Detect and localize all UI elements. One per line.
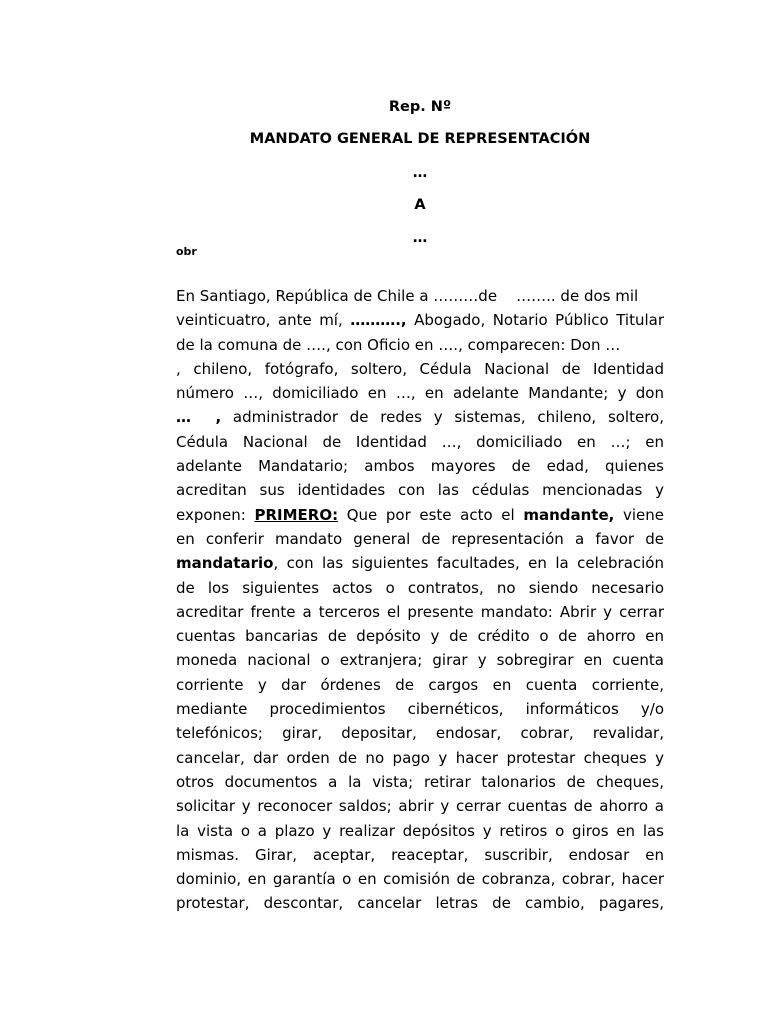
- body-text-run: cuentas bancarias de depósito y de crédito o de ahorro en: [176, 627, 664, 646]
- body-line: [176, 308, 664, 332]
- body-text-run: moneda nacional o extranjera; girar y sobregirar en cuenta: [176, 651, 664, 670]
- body-text-run: Cédula Nacional de Identidad …, domiciliado en …; en: [176, 432, 664, 451]
- body-text-run: número …, domiciliado en …, en adelante Mandante; y don: [176, 384, 664, 403]
- body-text-run: corriente y dar órdenes de cargos en cuenta corriente,: [176, 675, 664, 694]
- body-text-run: otros documentos a la vista; retirar talonarios de cheques,: [176, 772, 664, 791]
- body-text-run: , con las siguientes facultades, en la celebración: [273, 554, 664, 573]
- body-line: [176, 478, 664, 502]
- body-text-run: de los siguientes actos o contratos, no siendo necesario: [176, 578, 664, 597]
- body-line: [176, 357, 664, 381]
- body-text-run: mediante procedimientos cibernéticos, informáticos y/o: [176, 700, 664, 719]
- body-text-run: la vista o a plazo y realizar depósitos y retiros o giros en las: [176, 821, 664, 840]
- rep-number: Rep. Nº: [388, 99, 452, 115]
- body-text-run: administrador de redes y sistemas, chileno, soltero,: [221, 408, 664, 427]
- body-text-run: exponen:: [176, 505, 255, 524]
- body-text-run: mismas. Girar, aceptar, reaceptar, suscribir, endosar en: [176, 845, 664, 864]
- body-line: [176, 843, 664, 867]
- body-line: [176, 430, 664, 454]
- body-line: [176, 794, 664, 818]
- body-text-run: de la comuna de …., con Oficio en …., comparecen: Don …: [176, 335, 621, 354]
- body-line: [176, 770, 664, 794]
- body-line: [176, 697, 664, 721]
- body-text-run: protestar, descontar, cancelar letras de cambio, pagares,: [176, 894, 664, 913]
- body-text-run: viene: [614, 505, 664, 524]
- body-text-run: Que por este acto el: [338, 505, 524, 524]
- bold-text-run: ……….,: [350, 311, 407, 330]
- body-line: [176, 333, 664, 357]
- body-line: [176, 405, 664, 429]
- body-line: [176, 721, 664, 745]
- body-text-run: En Santiago, República de Chile a ………de …….. de dos mil: [176, 287, 639, 305]
- body-line: [176, 624, 664, 648]
- body-line: [176, 576, 664, 600]
- body-text-run: telefónicos; girar, depositar, endosar, cobrar, revalidar,: [176, 724, 664, 743]
- bold-text-run: mandante,: [523, 505, 615, 524]
- body-line: [176, 891, 664, 915]
- party-one-placeholder: …: [412, 165, 428, 181]
- body-text-run: , chileno, fotógrafo, soltero, Cédula Nacional de Identidad: [176, 359, 664, 378]
- party-two-placeholder: …: [412, 230, 428, 246]
- body-line: [176, 284, 664, 308]
- body-text-run: acreditar frente a terceros el presente mandato: Abrir y cerrar: [176, 602, 664, 621]
- body-line: [176, 673, 664, 697]
- body-line: [176, 503, 664, 527]
- body-line: [176, 600, 664, 624]
- body-line: [176, 819, 664, 843]
- body-text-run: Abogado, Notario Público Titular: [406, 311, 664, 330]
- body-line: [176, 527, 664, 551]
- body-text-run: en conferir mandato general de representación a favor de: [176, 529, 664, 548]
- obr-note: obr: [176, 245, 197, 258]
- body-line: [176, 867, 664, 891]
- body-text-run: acreditan sus identidades con las cédulas mencionadas y: [176, 481, 664, 500]
- bold-text-run: mandatario: [176, 554, 274, 573]
- document-title: MANDATO GENERAL DE REPRESENTACIÓN: [249, 131, 591, 147]
- body-text-run: solicitar y reconocer saldos; abrir y cerrar cuentas de ahorro a: [176, 797, 664, 816]
- document-body: [176, 284, 664, 916]
- clause-heading: PRIMERO:: [254, 505, 339, 524]
- body-line: [176, 648, 664, 672]
- body-line: [176, 746, 664, 770]
- body-text-run: veinticuatro, ante mí,: [176, 311, 351, 330]
- body-text-run: adelante Mandatario; ambos mayores de edad, quienes: [176, 457, 664, 476]
- connector-letter: A: [414, 197, 426, 213]
- body-line: [176, 454, 664, 478]
- body-line: [176, 381, 664, 405]
- bold-text-run: … ,: [176, 408, 222, 427]
- body-line: [176, 551, 664, 575]
- body-text-run: cancelar, dar orden de no pago y hacer protestar cheques y: [176, 748, 664, 767]
- body-text-run: dominio, en garantía o en comisión de cobranza, cobrar, hacer: [176, 870, 664, 889]
